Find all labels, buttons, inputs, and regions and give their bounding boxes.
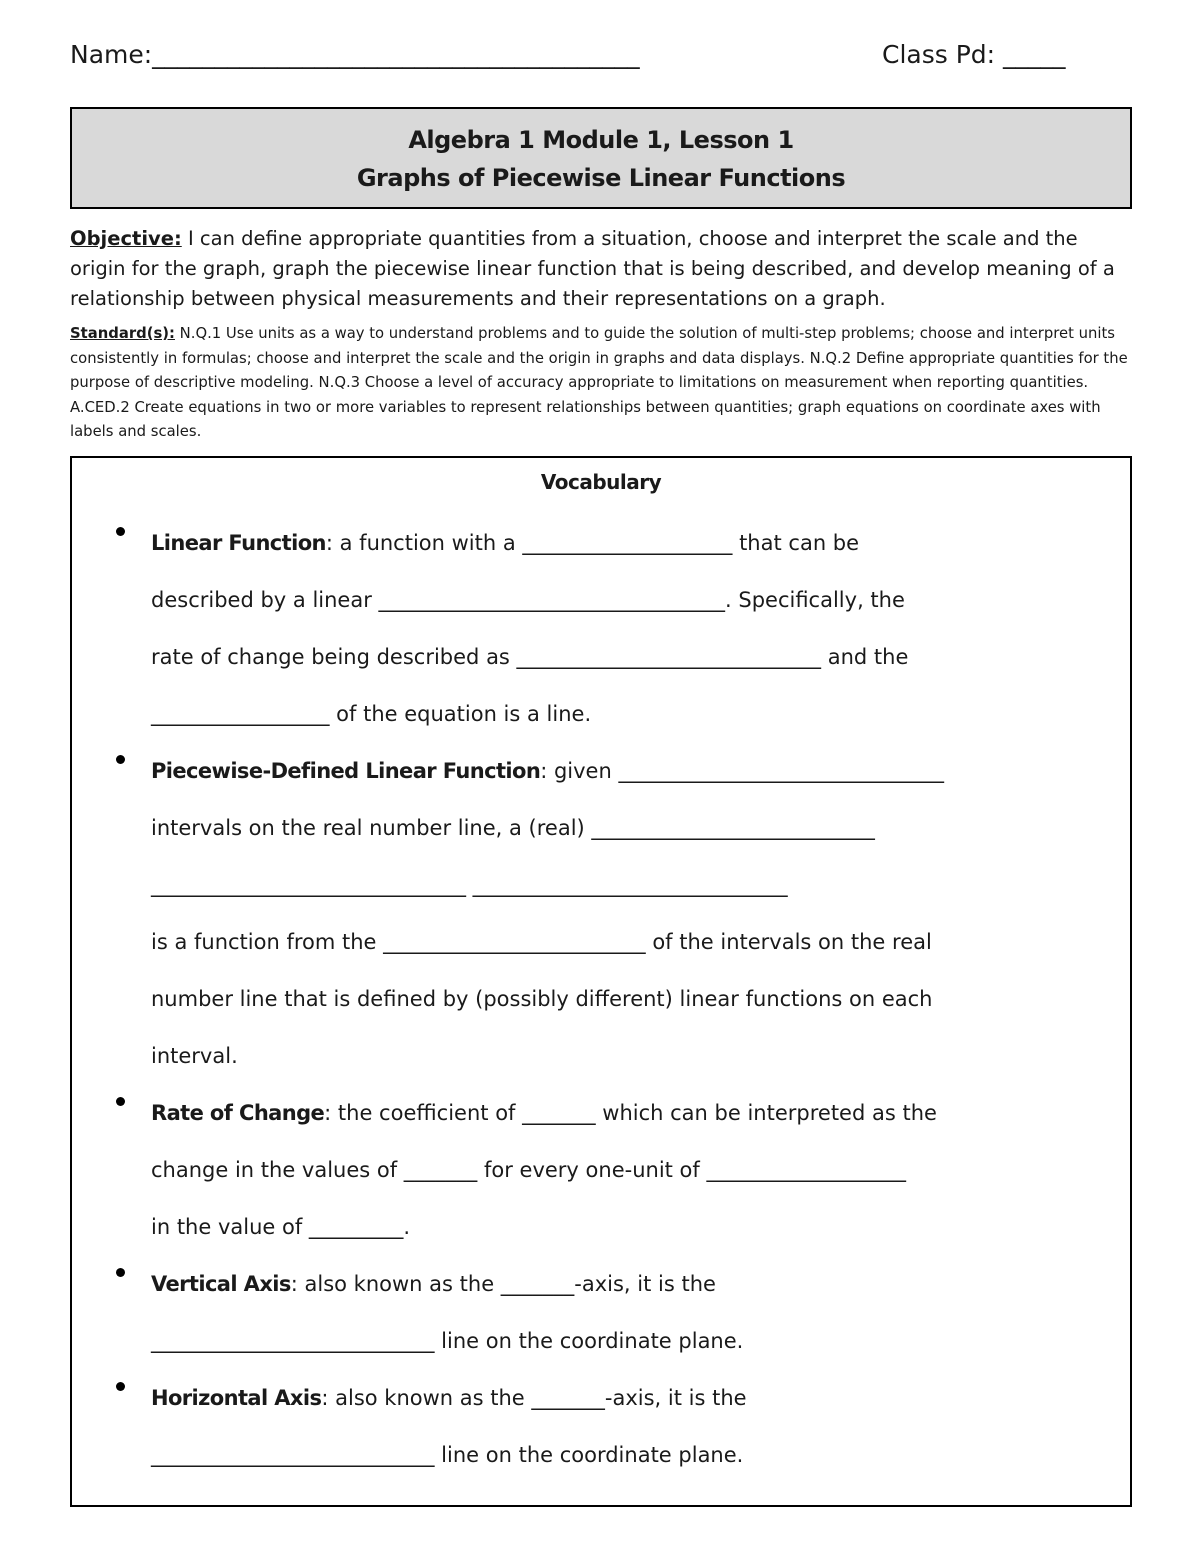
- standards-label: Standard(s):: [70, 325, 175, 342]
- bullet-icon: [116, 1268, 125, 1277]
- vocab-term: Linear Function: [151, 531, 326, 555]
- vocab-line: _________________ of the equation is a line.: [151, 702, 592, 726]
- vocab-item-piecewise-linear-function: [70, 743, 1132, 1085]
- vocab-line: ___________________________ line on the coordinate plane.: [151, 1443, 744, 1467]
- vocab-item-horizontal-axis: [70, 1370, 1132, 1484]
- objective-text: I can define appropriate quantities from a situation, choose and interpret the scale and the origin for the graph, graph the piecewise linear function that is being described, and develop meaning of a relationship between physical measurements and their representations on a graph.: [70, 227, 1115, 310]
- lesson-title: Algebra 1 Module 1, Lesson 1: [408, 126, 794, 154]
- vocab-line: rate of change being described as _____________________________ and the: [151, 645, 909, 669]
- vocab-text: : also known as the _______-axis, it is the: [290, 1272, 716, 1296]
- objective: [70, 224, 1132, 314]
- lesson-subtitle: Graphs of Piecewise Linear Functions: [356, 164, 846, 192]
- vocab-text: : also known as the _______-axis, it is the: [321, 1386, 747, 1410]
- vocab-term: Vertical Axis: [151, 1272, 291, 1296]
- vocab-term: Horizontal Axis: [151, 1386, 322, 1410]
- vocab-item-vertical-axis: [70, 1256, 1132, 1370]
- vocab-item-rate-of-change: [70, 1085, 1132, 1256]
- vocab-line: change in the values of _______ for every one-unit of ___________________: [151, 1158, 906, 1182]
- vocab-line: ______________________________ ______________________________: [151, 873, 788, 897]
- vocab-line: [151, 1370, 1132, 1427]
- objective-label: Objective:: [70, 227, 182, 250]
- standards-text: N.Q.1 Use units as a way to understand problems and to guide the solution of multi-step problems; choose and interpret units consistently in formulas; choose and interpret the scale and the origin in graphs and data displays. N.Q.2 Define appropriate quantities for the purpose of descriptive modeling. N.Q.3 Choose a level of accuracy appropriate to limitations on measurement when reporting quantities. A.CED.2 Create equations in two or more variables to represent relationships between quantities; graph equations on coordinate axes with labels and scales.: [70, 325, 1128, 441]
- bullet-icon: [116, 1382, 125, 1391]
- vocab-term: Piecewise-Defined Linear Function: [151, 759, 541, 783]
- vocab-line: [151, 515, 1132, 572]
- vocabulary-list: [70, 515, 1132, 1484]
- vocab-line: number line that is defined by (possibly different) linear functions on each: [151, 987, 933, 1011]
- vocab-line: [151, 1085, 1132, 1142]
- vocab-line: described by a linear _________________________________. Specifically, the: [151, 588, 905, 612]
- vocab-term: Rate of Change: [151, 1101, 325, 1125]
- class-period-label: Class Pd: _____: [882, 40, 1066, 69]
- vocab-line: ___________________________ line on the coordinate plane.: [151, 1329, 744, 1353]
- vocab-text: : a function with a ____________________ that can be: [325, 531, 860, 555]
- bullet-icon: [116, 1097, 125, 1106]
- vocab-item-linear-function: [70, 515, 1132, 743]
- vocab-line: intervals on the real number line, a (real) ___________________________: [151, 816, 875, 840]
- vocab-text: : given _______________________________: [540, 759, 944, 783]
- vocab-line: [151, 743, 1132, 800]
- standards: [70, 322, 1132, 445]
- bullet-icon: [116, 527, 125, 536]
- bullet-icon: [116, 755, 125, 764]
- vocabulary-title: Vocabulary: [540, 470, 662, 494]
- name-field-label: Name:_______________________________________: [70, 40, 640, 69]
- vocab-line: interval.: [151, 1044, 238, 1068]
- vocab-line: is a function from the _________________________ of the intervals on the real: [151, 930, 932, 954]
- title-box: [70, 107, 1132, 209]
- vocab-line: in the value of _________.: [151, 1215, 411, 1239]
- vocab-text: : the coefficient of _______ which can be interpreted as the: [324, 1101, 937, 1125]
- vocab-line: [151, 1256, 1132, 1313]
